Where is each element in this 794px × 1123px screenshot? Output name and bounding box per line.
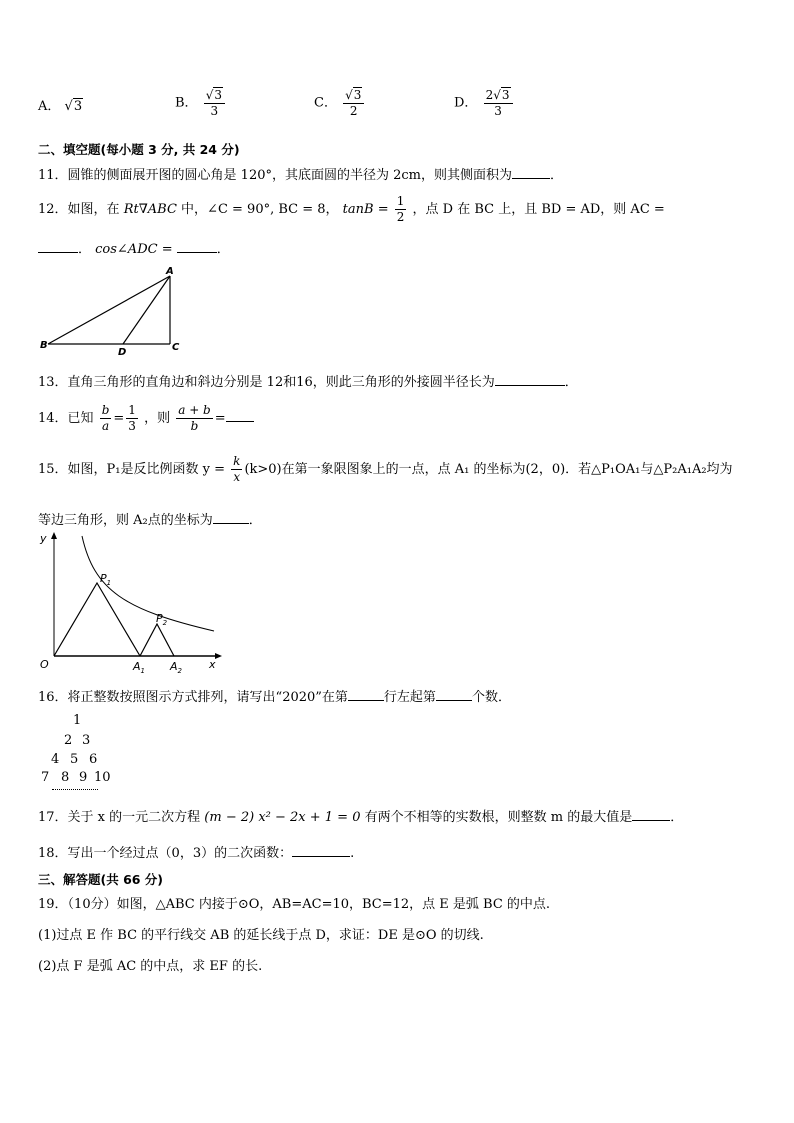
question-text: 14．已知 xyxy=(38,411,94,426)
option-label: A． xyxy=(38,99,61,114)
axis-label-y: y xyxy=(40,532,47,545)
label-b: B xyxy=(40,340,48,351)
label-a2: $A_2$ xyxy=(170,660,182,675)
triangle-number: 7 xyxy=(41,770,50,785)
option-fraction: $\frac{√3}{3}$ xyxy=(204,88,225,119)
question-12 xyxy=(38,194,665,225)
denominator: 2 xyxy=(396,210,405,224)
question-text: 有两个不相等的实数根，则整数 m 的最大值是 xyxy=(364,810,633,825)
option-value: 3 xyxy=(73,99,83,114)
math-expr: Rt∇ABC xyxy=(123,202,177,217)
option-b xyxy=(175,88,227,119)
option-label: B． xyxy=(175,95,198,111)
question-text: 13．直角三角形的直角边和斜边分别是 12和16，则此三角形的外接圆半径长为 xyxy=(38,375,495,390)
option-label: D． xyxy=(454,95,478,111)
denominator: b xyxy=(190,419,199,433)
triangle-number: 10 xyxy=(94,770,111,785)
denominator: x xyxy=(233,470,241,484)
question-text: (k>0)在第一象限图象上的一点，点 A₁ 的坐标为(2，0)．若△P₁OA₁与△P₂A₁A₂均为 xyxy=(244,462,733,477)
triangle-number: 4 xyxy=(51,752,60,767)
answer-blank xyxy=(436,688,472,701)
fraction xyxy=(176,403,213,434)
triangle-number: 8 xyxy=(61,770,70,785)
math-expr: tanB = xyxy=(342,202,389,217)
equals-sign: = xyxy=(113,411,125,426)
numerator: b xyxy=(101,403,110,417)
numerator: 3 xyxy=(214,88,222,102)
option-fraction: $\frac{2√3}{3}$ xyxy=(484,88,513,119)
fraction xyxy=(395,194,407,225)
triangle-number: 6 xyxy=(89,752,98,767)
label-p1: $P_1$ xyxy=(100,572,112,587)
question-text: 个数． xyxy=(471,690,511,705)
denominator: 3 xyxy=(210,104,219,118)
label-p2: $P_2$ xyxy=(156,612,168,627)
question-text: 12．如图，在 xyxy=(38,202,120,217)
option-fraction: $\frac{√3}{2}$ xyxy=(343,88,364,119)
answer-blank xyxy=(226,409,254,422)
label-d: D xyxy=(118,347,127,358)
option-a xyxy=(38,98,83,116)
option-c xyxy=(314,88,366,119)
denominator: a xyxy=(101,419,110,433)
triangle-number: 1 xyxy=(73,713,82,728)
hyperbola-figure xyxy=(34,530,224,678)
numerator: 1 xyxy=(396,194,405,208)
question-18: 18．写出一个经过点（0，3）的二次函数： . xyxy=(38,846,355,861)
sqrt-symbol: √ xyxy=(64,99,73,114)
label-c: C xyxy=(172,342,180,353)
question-11: 11．圆锥的侧面展开图的圆心角是 120°，其底面圆的半径为 2cm，则其侧面积为 ． xyxy=(38,168,564,183)
question-text: 11．圆锥的侧面展开图的圆心角是 120°，其底面圆的半径为 2cm，则其侧面积为 xyxy=(38,168,512,183)
continuation-dots xyxy=(52,789,98,790)
denominator: 3 xyxy=(128,419,136,433)
triangle-number: 5 xyxy=(70,752,79,767)
answer-blank xyxy=(348,688,384,701)
denominator: 3 xyxy=(494,104,502,118)
question-15 xyxy=(38,452,733,488)
section-heading: 二、填空题(每小题 3 分, 共 24 分) xyxy=(38,142,240,157)
numerator: 3 xyxy=(501,88,510,102)
question-text: 行左起第 xyxy=(383,690,436,705)
triangle-figure xyxy=(38,262,188,358)
question-13: 13．直角三角形的直角边和斜边分别是 12和16，则此三角形的外接圆半径长为 ． xyxy=(38,375,578,390)
question-text: 18．写出一个经过点（0，3）的二次函数： xyxy=(38,846,293,861)
numerator: a + b xyxy=(178,403,211,417)
question-15-line2: 等边三角形，则 A₂点的坐标为 ． xyxy=(38,513,262,528)
question-text: ，则 xyxy=(144,411,171,426)
question-text: 15．如图，P₁是反比例函数 y = xyxy=(38,462,226,477)
triangle-number: 3 xyxy=(82,733,91,748)
option-label: C． xyxy=(314,95,337,111)
question-19-part1: (1)过点 E 作 BC 的平行线交 AB 的延长线于点 D，求证：DE 是⊙O 的切线. xyxy=(38,928,484,943)
question-16 xyxy=(38,688,511,707)
denominator: 2 xyxy=(349,104,358,118)
answer-blank xyxy=(495,373,565,386)
math-expr: (m − 2) x² − 2x + 1 = 0 xyxy=(204,810,361,825)
numerator: 3 xyxy=(353,88,362,102)
question-text: ，点 D 在 BC 上，且 BD = AD，则 AC = xyxy=(412,202,665,217)
equals-sign: = xyxy=(214,411,226,426)
answer-blank xyxy=(512,166,550,179)
answer-blank xyxy=(177,240,217,253)
question-19-part2: (2)点 F 是弧 AC 的中点，求 EF 的长. xyxy=(38,959,263,974)
question-text: 中，∠C = 90°, BC = 8， xyxy=(181,202,339,217)
question-17: 17．关于 x 的一元二次方程 (m − 2) x² − 2x + 1 = 0 有两个不相等的实数根，则整数 m 的最大值是 ． xyxy=(38,810,684,825)
answer-blank xyxy=(632,808,670,821)
triangle-number: 9 xyxy=(79,770,88,785)
answer-blank xyxy=(213,511,249,524)
numerator: k xyxy=(233,454,241,468)
label-a: A xyxy=(166,266,174,277)
answer-blank xyxy=(292,844,350,857)
numerator: 1 xyxy=(128,403,136,417)
answer-blank xyxy=(38,240,78,253)
option-d xyxy=(454,88,515,119)
fraction xyxy=(100,403,112,434)
fraction xyxy=(231,454,242,485)
section-heading: 三、解答题(共 66 分) xyxy=(38,872,164,887)
math-expr: cos∠ADC = xyxy=(95,242,173,257)
question-text: 等边三角形，则 A₂点的坐标为 xyxy=(38,513,213,528)
question-text: 16．将正整数按照图示方式排列，请写出“2020”在第 xyxy=(38,690,348,705)
coefficient: 2 xyxy=(485,88,494,102)
question-14 xyxy=(38,401,254,437)
label-origin: O xyxy=(40,658,49,671)
axis-label-x: x xyxy=(209,658,216,671)
label-a1: $A_1$ xyxy=(133,660,145,675)
question-19: 19．（10分）如图，△ABC 内接于⊙O，AB=AC=10，BC=12，点 E 是弧 BC 的中点. xyxy=(38,897,551,912)
fraction xyxy=(126,403,138,434)
triangle-number: 2 xyxy=(64,733,73,748)
question-12-line2: ． cos∠ADC = ． xyxy=(38,240,230,259)
question-text: 17．关于 x 的一元二次方程 xyxy=(38,810,201,825)
